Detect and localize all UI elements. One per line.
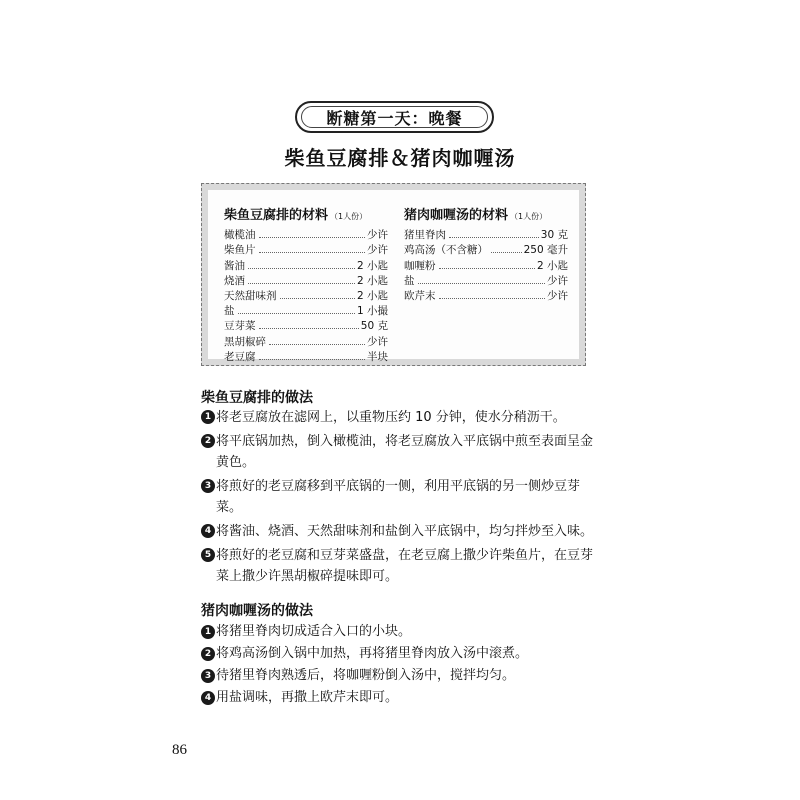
dot-leader [280,298,355,299]
step-number-badge: 1 [201,410,215,424]
step-item [201,687,601,709]
step-text: 将猪里脊肉切成适合入口的小块。 [216,624,412,639]
ingredient-amount: 2 小匙 [356,259,388,272]
step-item [201,521,601,542]
method2-title: 猪肉咖喱汤的做法 [201,603,313,619]
step-text: 将平底锅加热，倒入橄榄油，将老豆腐放入平底锅中煎至表面呈金黄色。 [216,434,594,470]
dot-leader [418,283,546,284]
ingredients-left-servings: （1人份） [330,212,368,221]
ingredient-row [404,288,568,303]
step-item [201,643,601,665]
dot-leader [248,283,355,284]
step-item [201,407,601,428]
step-text: 将鸡高汤倒入锅中加热，再将猪里脊肉放入汤中滚煮。 [216,646,529,661]
dot-leader [491,252,522,253]
ingredients-left-column [224,204,388,364]
dot-leader [259,252,366,253]
step-number-badge: 1 [201,625,215,639]
ingredients-right-column [404,204,568,303]
ingredient-row [224,303,388,318]
ingredients-right-list [404,227,568,303]
dot-leader [238,313,355,314]
method2-steps [201,621,601,709]
ingredient-amount: 30 克 [540,229,568,242]
ingredient-name: 酱油 [224,259,245,272]
ingredients-box [201,183,586,366]
dot-leader [449,237,539,238]
ingredient-name: 盐 [224,305,235,318]
ingredient-amount: 2 小匙 [356,289,388,302]
ingredient-amount: 2 小匙 [356,274,388,287]
ingredients-left-list [224,227,388,364]
step-number-badge: 4 [201,524,215,538]
ingredient-row [404,257,568,272]
ingredient-amount: 半块 [367,350,388,363]
ingredient-amount: 少许 [367,244,388,257]
dot-leader [269,344,365,345]
step-text: 待猪里脊肉熟透后，将咖喱粉倒入汤中，搅拌均匀。 [216,668,516,683]
dot-leader [248,268,355,269]
ingredient-name: 天然甜味剂 [224,289,277,302]
ingredient-name: 橄榄油 [224,229,256,242]
step-number-badge: 3 [201,479,215,493]
ingredient-amount: 少许 [367,335,388,348]
method1-title: 柴鱼豆腐排的做法 [201,390,313,406]
step-number-badge: 2 [201,647,215,661]
step-item [201,431,601,473]
step-item [201,665,601,687]
ingredient-name: 猪里脊肉 [404,229,446,242]
ingredient-amount: 少许 [547,289,568,302]
ingredient-row [404,242,568,257]
step-number-badge: 2 [201,434,215,448]
step-number-badge: 3 [201,669,215,683]
ingredients-right-heading [404,204,568,223]
ingredient-row [224,349,388,364]
meal-tag-text: 断糖第一天：晚餐 [326,108,463,128]
step-number-badge: 5 [201,548,215,562]
ingredient-row [224,257,388,272]
ingredient-name: 鸡高汤（不含糖） [404,244,488,257]
page-number: 86 [172,742,187,758]
step-text: 将煎好的老豆腐和豆芽菜盛盘，在老豆腐上撒少许柴鱼片，在豆芽菜上撒少许黑胡椒碎提味即可。 [216,548,594,584]
ingredient-row [404,227,568,242]
recipe-title: 柴鱼豆腐排＆猪肉咖喱汤 [284,146,516,170]
ingredient-amount: 250 毫升 [523,244,568,257]
ingredient-row [224,318,388,333]
dot-leader [259,237,366,238]
step-text: 将酱油、烧酒、天然甜味剂和盐倒入平底锅中，均匀拌炒至入味。 [216,524,594,539]
ingredient-amount: 50 克 [360,320,388,333]
dot-leader [259,359,366,360]
step-item [201,621,601,643]
ingredient-amount: 1 小撮 [356,305,388,318]
dot-leader [439,268,535,269]
ingredient-name: 黑胡椒碎 [224,335,266,348]
ingredient-amount: 少许 [547,274,568,287]
ingredient-row [224,227,388,242]
ingredients-left-heading [224,204,388,223]
ingredient-row [224,273,388,288]
ingredient-amount: 2 小匙 [536,259,568,272]
step-text: 将老豆腐放在滤网上，以重物压约 10 分钟，使水分稍沥干。 [216,410,566,425]
meal-tag [295,101,494,133]
ingredient-name: 豆芽菜 [224,320,256,333]
ingredient-name: 咖喱粉 [404,259,436,272]
method1-steps [201,407,601,590]
step-item [201,545,601,587]
ingredient-name: 老豆腐 [224,350,256,363]
ingredient-row [224,242,388,257]
step-text: 用盐调味，再撒上欧芹末即可。 [216,690,399,705]
ingredient-row [224,333,388,348]
ingredient-name: 柴鱼片 [224,244,256,257]
ingredients-left-title: 柴鱼豆腐排的材料 [224,208,329,223]
ingredient-amount: 少许 [367,229,388,242]
dot-leader [259,328,359,329]
ingredients-right-servings: （1人份） [510,212,548,221]
ingredient-row [404,273,568,288]
ingredients-panel [208,190,579,363]
ingredients-right-title: 猪肉咖喱汤的材料 [404,208,509,223]
ingredient-name: 欧芹末 [404,289,436,302]
ingredient-row [224,288,388,303]
step-text: 将煎好的老豆腐移到平底锅的一侧，利用平底锅的另一侧炒豆芽菜。 [216,479,581,515]
ingredient-name: 烧酒 [224,274,245,287]
step-item [201,476,601,518]
dot-leader [439,298,546,299]
step-number-badge: 4 [201,691,215,705]
ingredient-name: 盐 [404,274,415,287]
